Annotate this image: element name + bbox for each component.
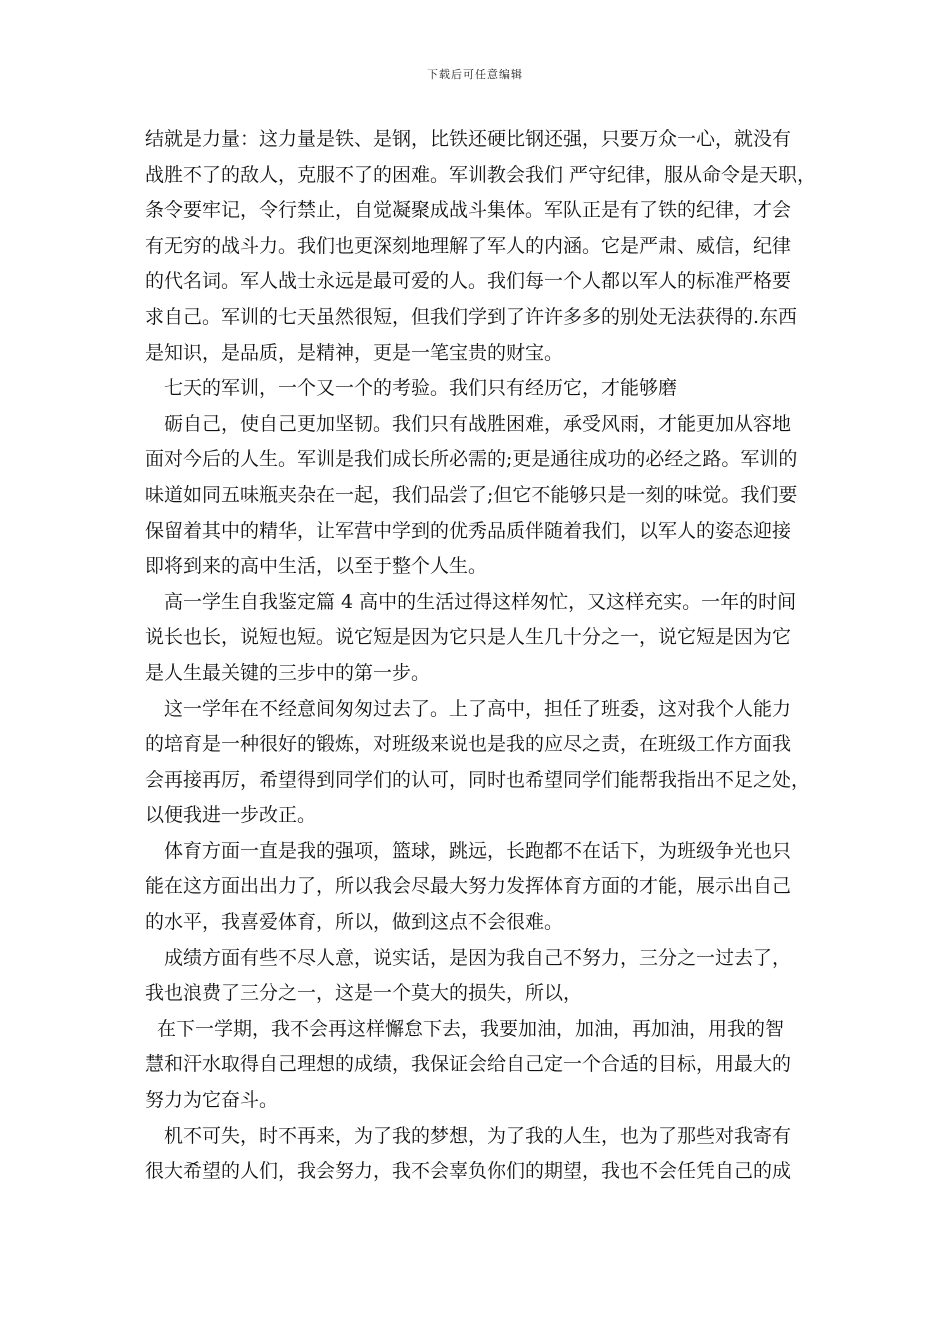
text-line: 七天的军训，一个又一个的考验。我们只有经历它，才能够磨 — [164, 377, 678, 400]
text-line: 味道如同五味瓶夹杂在一起，我们品尝了;但它不能够只是一刻的味觉。我们要 — [145, 483, 798, 506]
text-line: 的培育是一种很好的锻炼，对班级来说也是我的应尽之责，在班级工作方面我 — [145, 733, 792, 756]
text-line: 的代名词。军人战士永远是最可爱的人。我们每一个人都以军人的标准严格要 — [145, 270, 792, 293]
text-line: 说长也长，说短也短。说它短是因为它只是人生几十分之一，说它短是因为它 — [145, 626, 792, 649]
text-line: 是人生最关键的三步中的第一步。 — [145, 661, 431, 684]
text-line: 结就是力量：这力量是铁、是钢，比铁还硬比钢还强，只要万众一心，就没有 — [145, 128, 792, 150]
text-line: 保留着其中的精华，让军营中学到的优秀品质伴随着我们，以军人的姿态迎接 — [145, 519, 792, 542]
text-line: 很大希望的人们，我会努力，我不会辜负你们的期望，我也不会任凭自己的成 — [145, 1160, 792, 1183]
text-line: 有无穷的战斗力。我们也更深刻地理解了军人的内涵。它是严肃、威信，纪律 — [145, 234, 792, 257]
text-line: 条令要牢记，令行禁止，自觉凝聚成战斗集体。军队正是有了铁的纪律，才会 — [145, 199, 792, 222]
text-line: 努力为它奋斗。 — [145, 1089, 279, 1112]
text-line: 高一学生自我鉴定篇 4 高中的生活过得这样匆忙，又这样充实。一年的时间 — [164, 590, 797, 613]
page-header: 下载后可任意编辑 — [427, 68, 523, 81]
document-body — [145, 122, 825, 1190]
text-line: 是知识，是品质，是精神，更是一笔宝贵的财宝。 — [145, 341, 564, 364]
text-line: 在下一学期，我不会再这样懈怠下去，我要加油，加油，再加油，用我的智 — [157, 1017, 785, 1040]
text-line: 能在这方面出出力了，所以我会尽最大努力发挥体育方面的才能，展示出自己 — [145, 875, 792, 898]
paragraph-text — [145, 122, 825, 1190]
text-line: 我也浪费了三分之一，这是一个莫大的损失，所以， — [145, 982, 583, 1005]
text-line: 慧和汗水取得自己理想的成绩，我保证会给自己定一个合适的目标，用最大的 — [145, 1053, 792, 1076]
text-line: 求自己。军训的七天虽然很短，但我们学到了许许多多的别处无法获得的.东西 — [145, 305, 798, 328]
text-line: 成绩方面有些不尽人意，说实话，是因为我自己不努力，三分之一过去了， — [164, 946, 792, 969]
text-line: 砺自己，使自己更加坚韧。我们只有战胜困难，承受风雨，才能更加从容地 — [164, 412, 792, 435]
text-line: 的水平，我喜爱体育，所以，做到这点不会很难。 — [145, 911, 564, 934]
text-line: 战胜不了的敌人，克服不了的困难。军训教会我们 严守纪律，服从命令是天职， — [145, 163, 817, 186]
text-line: 以便我进一步改正。 — [145, 804, 317, 827]
text-line: 机不可失，时不再来，为了我的梦想，为了我的人生，也为了那些对我寄有 — [164, 1124, 792, 1147]
text-line: 这一学年在不经意间匆匆过去了。上了高中，担任了班委，这对我个人能力 — [164, 697, 792, 720]
text-line: 体育方面一直是我的强项，篮球，跳远，长跑都不在话下，为班级争光也只 — [164, 839, 792, 862]
text-line: 会再接再厉，希望得到同学们的认可，同时也希望同学们能帮我指出不足之处， — [145, 768, 811, 791]
text-line: 即将到来的高中生活，以至于整个人生。 — [145, 555, 488, 578]
text-line: 面对今后的人生。军训是我们成长所必需的;更是通往成功的必经之路。军训的 — [145, 448, 798, 471]
